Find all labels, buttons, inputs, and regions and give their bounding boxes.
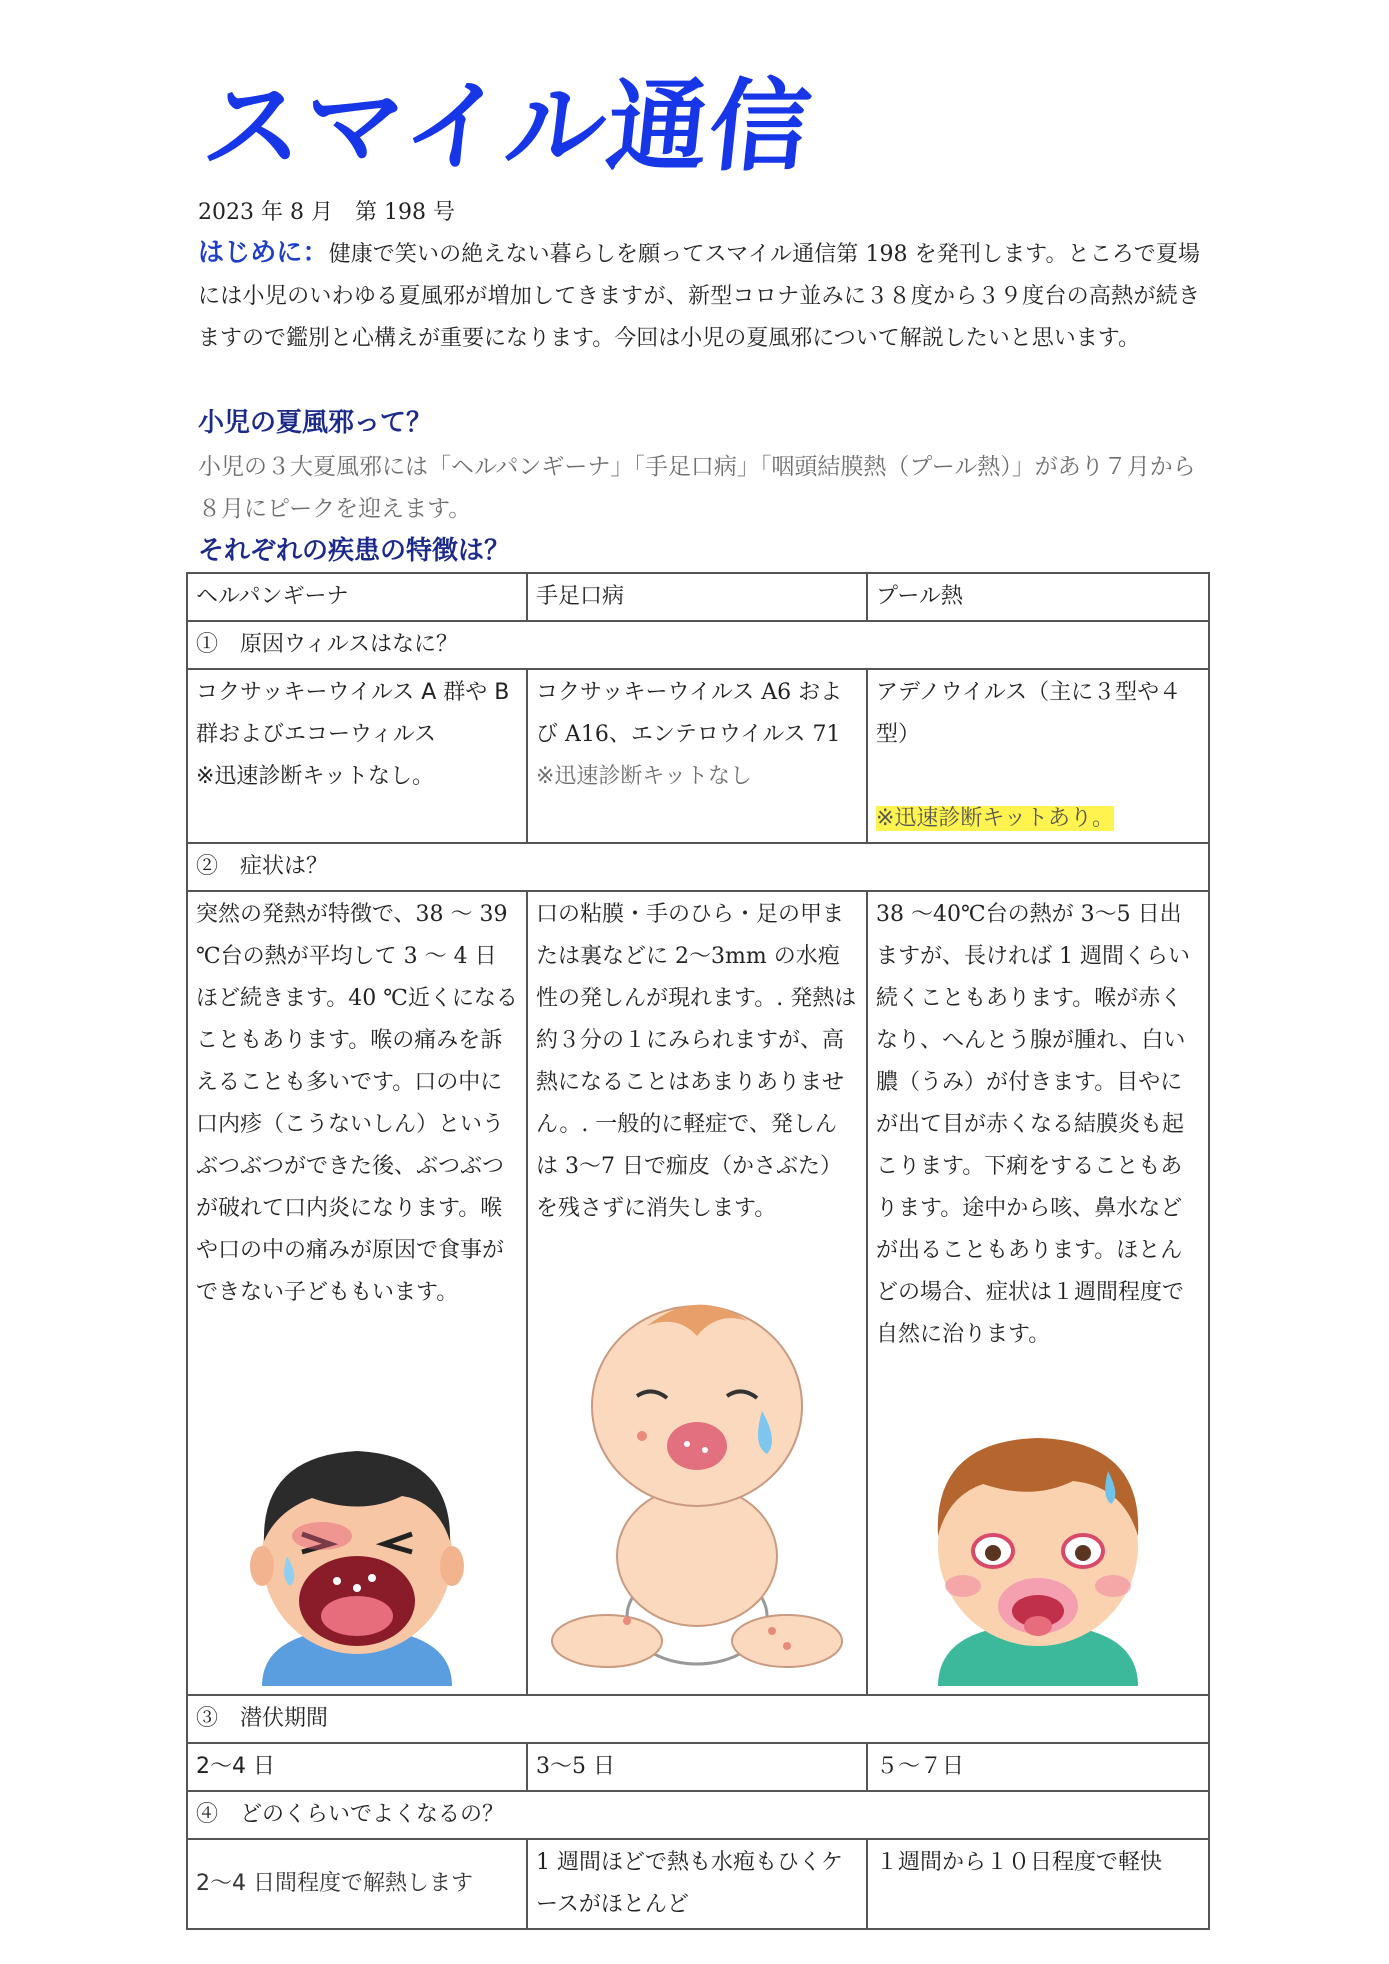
column-header-hfmd: 手足口病 [527, 573, 867, 621]
intro-paragraph [198, 232, 1200, 360]
symptoms-text: 突然の発熱が特徴で、38 ～ 39 ℃台の熱が平均して 3 ～ 4 日ほど続きます。40 ℃近くになることもあります。喉の痛みを訴えることも多いです。口の中に口内疹（こうないしん）というぶつぶつができた後、ぶつぶつが破れて口内炎になります。喉や口の中の痛みが原因で食事ができない子どももいます。 [196, 902, 518, 1305]
symptoms-text: 38 ～40℃台の熱が 3～5 日出ますが、長ければ 1 週間くらい続くこともあります。喉が赤くなり、へんとう腺が腫れ、白い膿（うみ）が付きます。目やにが出て目が赤くなる結膜炎も起こります。下痢をすることもあります。途中から咳、鼻水などが出ることもあります。ほとんどの場合、症状は１週間程度で自然に治ります。 [876, 902, 1190, 1347]
intro-text: 健康で笑いの絶えない暮らしを願ってスマイル通信第 198 を発刊します。ところで夏場には小児のいわゆる夏風邪が増加してきますが、新型コロナ並みに３８度から３９度台の高熱が続きますので鑑別と心構えが重要になります。今回は小児の夏風邪について解説したいと思います。 [198, 242, 1200, 351]
kit-note-highlight: ※迅速診断キットあり。 [876, 806, 1114, 831]
incubation-cell-pool-fever: ５～７日 [867, 1743, 1209, 1791]
column-header-pool-fever: プール熱 [867, 573, 1209, 621]
cause-cell-pool-fever [867, 669, 1209, 843]
section-heading-features: それぞれの疾患の特徴は？ [198, 536, 511, 566]
question-symptoms: ② 症状は？ [187, 843, 1209, 891]
intro-lead: はじめに： [198, 238, 329, 268]
sweating-boy-red-eyes-illustration [923, 1416, 1153, 1686]
incubation-cell-hfmd: 3～5 日 [527, 1743, 867, 1791]
symptoms-cell-pool-fever [867, 891, 1209, 1695]
virus-text: コクサッキーウイルス A6 および A16、エンテロウイルス 71 [536, 680, 843, 747]
question-row-incubation [187, 1695, 1209, 1743]
crying-baby-rash-illustration [547, 1286, 847, 1686]
table-header-row [187, 573, 1209, 621]
cause-cell-herpangina [187, 669, 527, 843]
recovery-row [187, 1839, 1209, 1929]
boy-sore-throat-illustration [242, 1416, 472, 1686]
symptoms-row [187, 891, 1209, 1695]
symptoms-text: 口の粘膜・手のひら・足の甲または裏などに 2～3mm の水疱性の発しんが現れます。. 発熱は約３分の１にみられますが、高熱になることはあまりありません。. 一般的に軽症で、発しんは 3～7 日で痂皮（かさぶた）を残さずに消失します。 [536, 902, 857, 1221]
question-cause: ① 原因ウィルスはなに？ [187, 621, 1209, 669]
symptoms-cell-hfmd [527, 891, 867, 1695]
question-row-cause [187, 621, 1209, 669]
virus-text: アデノウイルス（主に３型や４型） [876, 680, 1182, 747]
symptoms-cell-herpangina [187, 891, 527, 1695]
disease-comparison-table [186, 572, 1210, 1930]
recovery-cell-hfmd: 1 週間ほどで熱も水疱もひくケースがほとんど [527, 1839, 867, 1929]
incubation-row [187, 1743, 1209, 1791]
newsletter-title: スマイル通信 [197, 68, 818, 185]
section-heading-summer-cold: 小児の夏風邪って？ [198, 408, 433, 438]
question-incubation: ③ 潜伏期間 [187, 1695, 1209, 1743]
kit-note: ※迅速診断キットなし [536, 764, 752, 789]
issue-line: 2023 年 8 月 第 198 号 [198, 200, 455, 225]
question-row-recovery [187, 1791, 1209, 1839]
recovery-cell-herpangina: 2～4 日間程度で解熱します [187, 1839, 527, 1929]
kit-note: ※迅速診断キットなし。 [196, 764, 434, 789]
cause-cell-hfmd [527, 669, 867, 843]
question-row-symptoms [187, 843, 1209, 891]
question-recovery: ④ どのくらいでよくなるの？ [187, 1791, 1209, 1839]
incubation-cell-herpangina: 2～4 日 [187, 1743, 527, 1791]
column-header-herpangina: ヘルパンギーナ [187, 573, 527, 621]
summer-cold-paragraph: 小児の３大夏風邪には「ヘルパンギーナ」「手足口病」「咽頭結膜熱（プール熱）」があり７月から８月にピークを迎えます。 [198, 454, 1196, 522]
virus-text: コクサッキーウイルス A 群や B 群およびエコーウィルス [196, 680, 510, 747]
recovery-cell-pool-fever: １週間から１０日程度で軽快 [867, 1839, 1209, 1929]
cause-row [187, 669, 1209, 843]
